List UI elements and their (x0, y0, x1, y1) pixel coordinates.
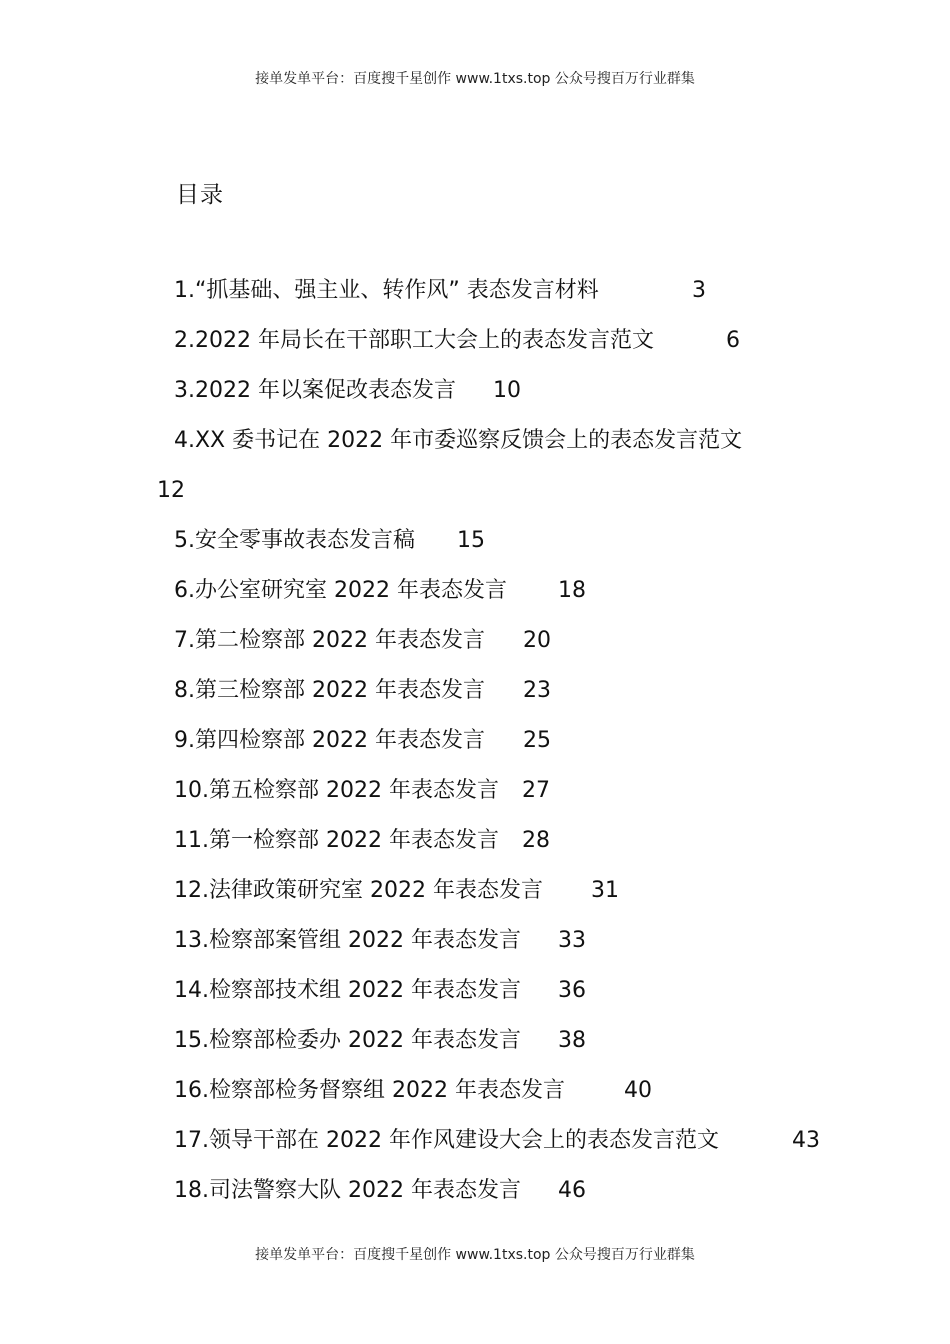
toc-entry-page: 36 (558, 978, 586, 1003)
toc-entry-page: 43 (792, 1128, 820, 1153)
toc-entry (0, 1126, 950, 1176)
toc-entry-title: 10.第五检察部 2022 年表态发言 (174, 778, 499, 803)
toc-entry (0, 376, 950, 426)
toc-entry-page: 20 (523, 628, 551, 653)
toc-entry-title: 2.2022 年局长在干部职工大会上的表态发言范文 (174, 328, 654, 353)
toc-entry-page: 40 (624, 1078, 652, 1103)
toc-entry-title: 12.法律政策研究室 2022 年表态发言 (174, 878, 543, 903)
toc-entry-page: 3 (692, 278, 706, 303)
toc-entry-title: 8.第三检察部 2022 年表态发言 (174, 678, 485, 703)
toc-entry-page: 31 (591, 878, 619, 903)
toc-entry-page: 15 (457, 528, 485, 553)
toc-entry-title: 1.“抓基础、强主业、转作风” 表态发言材料 (174, 278, 599, 303)
toc-entry (0, 426, 950, 476)
toc-entry-page: 46 (558, 1178, 586, 1203)
toc-entry-page: 27 (522, 778, 550, 803)
toc-entry-page: 25 (523, 728, 551, 753)
toc-entry (0, 676, 950, 726)
toc-entry (0, 1026, 950, 1076)
toc-entry-title: 9.第四检察部 2022 年表态发言 (174, 728, 485, 753)
toc-entry-page: 23 (523, 678, 551, 703)
toc-entry-title: 3.2022 年以案促改表态发言 (174, 378, 456, 403)
toc-entry (0, 576, 950, 626)
toc-entry (0, 326, 950, 376)
toc-entry-title: 6.办公室研究室 2022 年表态发言 (174, 578, 507, 603)
toc-entry (0, 876, 950, 926)
toc-entry-title: 13.检察部案管组 2022 年表态发言 (174, 928, 521, 953)
toc-entry-wrapped-page (0, 476, 950, 526)
toc-entry (0, 526, 950, 576)
toc-list (0, 276, 950, 1226)
toc-entry-page: 38 (558, 1028, 586, 1053)
toc-entry (0, 726, 950, 776)
page-header: 接单发单平台：百度搜千星创作 www.1txs.top 公众号搜百万行业群集 (255, 71, 695, 87)
toc-entry-title: 5.安全零事故表态发言稿 (174, 528, 415, 553)
toc-entry (0, 776, 950, 826)
toc-entry (0, 976, 950, 1026)
toc-entry (0, 1076, 950, 1126)
toc-entry-title: 15.检察部检委办 2022 年表态发言 (174, 1028, 521, 1053)
toc-entry-title: 17.领导干部在 2022 年作风建设大会上的表态发言范文 (174, 1128, 719, 1153)
toc-entry (0, 626, 950, 676)
toc-entry-page: 28 (522, 828, 550, 853)
toc-entry (0, 276, 950, 326)
toc-entry (0, 1176, 950, 1226)
toc-entry (0, 926, 950, 976)
toc-entry-page: 18 (558, 578, 586, 603)
toc-entry-page: 10 (493, 378, 521, 403)
toc-entry-title: 14.检察部技术组 2022 年表态发言 (174, 978, 521, 1003)
toc-entry-title: 18.司法警察大队 2022 年表态发言 (174, 1178, 521, 1203)
toc-entry-title: 11.第一检察部 2022 年表态发言 (174, 828, 499, 853)
page-footer: 接单发单平台：百度搜千星创作 www.1txs.top 公众号搜百万行业群集 (255, 1247, 695, 1263)
toc-entry-title: 7.第二检察部 2022 年表态发言 (174, 628, 485, 653)
toc-title: 目录 (176, 182, 224, 208)
toc-entry-title: 4.XX 委书记在 2022 年市委巡察反馈会上的表态发言范文 (174, 428, 743, 453)
toc-entry-page: 6 (726, 328, 740, 353)
toc-entry-title: 16.检察部检务督察组 2022 年表态发言 (174, 1078, 565, 1103)
toc-entry-page: 12 (157, 478, 185, 503)
toc-entry (0, 826, 950, 876)
toc-entry-page: 33 (558, 928, 586, 953)
